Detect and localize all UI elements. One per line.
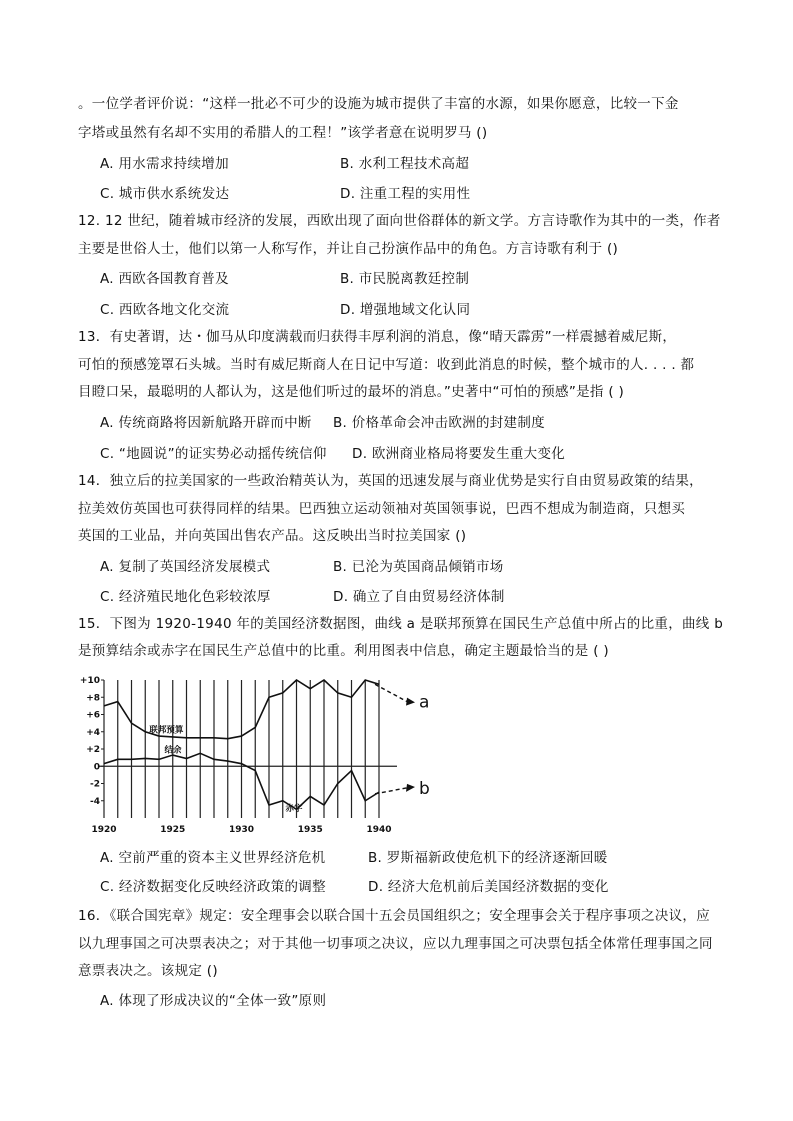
arrow-b-head (406, 784, 415, 792)
q11-option-d[interactable]: D. 注重工程的实用性 (340, 186, 471, 202)
q11-option-a[interactable]: A. 用水需求持续增加 (100, 156, 229, 172)
q12-stem-line1: 12. 12 世纪，随着城市经济的发展，西欧出现了面向世俗群体的新文学。方言诗歌作为其中的一类，作者 (78, 213, 721, 229)
curve-a-label: a (419, 692, 430, 713)
q12-option-c[interactable]: C. 西欧各地文化交流 (100, 302, 230, 318)
q13-stem-line2: 可怕的预感笼罩石头城。当时有威尼斯商人在日记中写道：收到此消息的时候，整个城市的人. . . . 都 (78, 357, 695, 373)
y-tick-label: -2 (90, 779, 100, 790)
arrow-a-line (375, 684, 407, 701)
q14-option-a[interactable]: A. 复制了英国经济发展模式 (100, 559, 271, 575)
q12-option-d[interactable]: D. 增强地域文化认同 (340, 302, 471, 318)
arrow-a-head (406, 698, 415, 706)
q13-stem-line1: 13．有史著谓，达・伽马从印度满载而归获得丰厚利润的消息，像“晴天霹雳”一样震撼着威尼斯， (78, 329, 677, 345)
q12-stem-line2: 主要是世俗人士，他们以第一人称写作，并让自己扮演作品中的角色。方言诗歌有利于 () (78, 241, 619, 257)
label-federal-budget: 联邦预算 (149, 725, 184, 736)
y-tick-label: +8 (86, 693, 100, 704)
q11-option-c[interactable]: C. 城市供水系统发达 (100, 186, 230, 202)
us-economy-chart (79, 672, 444, 837)
q16-stem-line2: 以九理事国之可决票表决之；对于其他一切事项之决议，应以九理事国之可决票包括全体常任理事国之同 (78, 936, 713, 952)
q14-option-c[interactable]: C. 经济殖民地化色彩较浓厚 (100, 589, 271, 605)
y-tick-label: -4 (90, 796, 100, 807)
q11-option-b[interactable]: B. 水利工程技术高超 (340, 156, 470, 172)
y-tick-label: +6 (86, 710, 100, 721)
q16-stem-line1: 16．《联合国宪章》规定：安全理事会以联合国十五会员国组织之；安全理事会关于程序事项之决议，应 (78, 908, 711, 924)
q16-option-a[interactable]: A. 体现了形成决议的“全体一致”原则 (100, 993, 327, 1009)
q14-option-d[interactable]: D. 确立了自由贸易经济体制 (333, 589, 505, 605)
y-tick-label: +10 (79, 676, 100, 686)
q15-option-b[interactable]: B. 罗斯福新政使危机下的经济逐渐回暖 (368, 850, 608, 866)
q15-option-d[interactable]: D. 经济大危机前后美国经济数据的变化 (368, 879, 609, 895)
q14-stem-line1: 14．独立后的拉美国家的一些政治精英认为，英国的迅速发展与商业优势是实行自由贸易政策的结果， (78, 473, 703, 489)
q13-option-a[interactable]: A. 传统商路将因新航路开辟而中断 (100, 415, 312, 431)
q15-stem-line2: 是预算结余或赤字在国民生产总值中的比重。利用图表中信息，确定主题最恰当的是 ( ) (78, 643, 609, 659)
label-surplus: 结余 (164, 745, 182, 756)
q16-stem-line3: 意票表决之。该规定 () (78, 963, 218, 979)
y-tick-label: 0 (93, 762, 100, 773)
arrow-b-line (375, 788, 407, 794)
q14-option-b[interactable]: B. 已沦为英国商品倾销市场 (333, 559, 504, 575)
q14-stem-line2: 拉美效仿英国也可获得同样的结果。巴西独立运动领袖对英国领事说，巴西不想成为制造商，只想买 (78, 501, 686, 517)
curve-b-label: b (419, 778, 430, 799)
q13-option-c[interactable]: C. “地圆说”的证实势必动摇传统信仰 (100, 446, 327, 462)
label-deficit: 赤字 (285, 804, 303, 815)
q15-option-c[interactable]: C. 经济数据变化反映经济政策的调整 (100, 879, 326, 895)
q15-option-a[interactable]: A. 空前严重的资本主义世界经济危机 (100, 850, 326, 866)
q13-option-b[interactable]: B. 价格革命会冲击欧洲的封建制度 (333, 415, 545, 431)
q12-option-a[interactable]: A. 西欧各国教育普及 (100, 271, 229, 287)
q11-stem-line1: 。一位学者评价说：“这样一批必不可少的设施为城市提供了丰富的水源，如果你愿意，比较一下金 (78, 96, 679, 112)
y-tick-label: +4 (86, 727, 100, 738)
x-tick-label: 1930 (228, 825, 255, 835)
q12-option-b[interactable]: B. 市民脱离教廷控制 (340, 271, 470, 287)
y-tick-label: +2 (86, 745, 100, 755)
q13-option-d[interactable]: D. 欧洲商业格局将要发生重大变化 (352, 446, 566, 462)
x-tick-label: 1920 (91, 825, 117, 835)
q15-stem-line1: 15．下图为 1920-1940 年的美国经济数据图，曲线 a 是联邦预算在国民生产总值中所占的比重，曲线 b (78, 616, 724, 632)
q13-stem-line3: 目瞪口呆，最聪明的人都认为，这是他们听过的最坏的消息。”史著中“可怕的预感”是指 ( ) (78, 384, 625, 400)
q14-stem-line3: 英国的工业品，并向英国出售农产品。这反映出当时拉美国家 () (78, 528, 467, 544)
x-tick-label: 1935 (297, 825, 323, 835)
x-tick-label: 1940 (366, 825, 392, 835)
x-tick-label: 1925 (160, 825, 186, 835)
q11-stem-line2: 字塔或虽然有名却不实用的希腊人的工程！”该学者意在说明罗马 () (78, 125, 488, 141)
